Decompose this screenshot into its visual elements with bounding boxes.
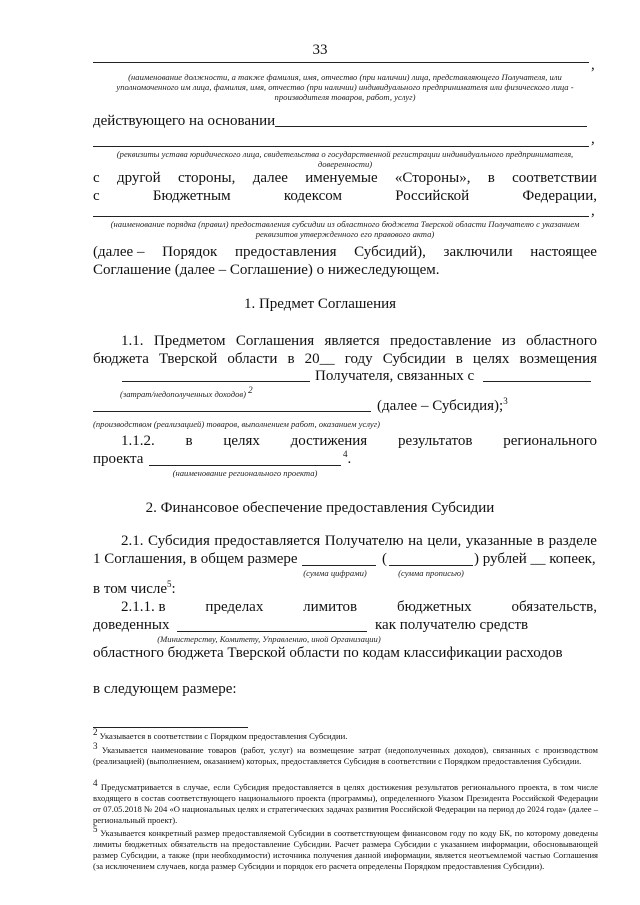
- word: Предметом: [153, 333, 226, 349]
- representative-blank-line: [93, 62, 589, 63]
- brought-label: доведенных: [93, 617, 170, 633]
- word: в: [287, 351, 295, 367]
- footnote-5: [93, 824, 598, 872]
- caption-procedure: (наименование порядка (правил) предоставления субсидии из областного бюджета Тверской области Получателю с указанием реквизитов утвержденного его правового акта): [110, 219, 580, 239]
- including-text: в том числе: [93, 581, 168, 597]
- word: из: [501, 333, 516, 349]
- further-procedure-line: [93, 243, 597, 261]
- word: области: [227, 351, 278, 367]
- word: областного: [526, 333, 597, 349]
- word: бюджетных: [396, 599, 472, 615]
- word: (далее –: [93, 244, 145, 260]
- footnote-5-number: 5: [93, 824, 98, 835]
- word: Бюджетным: [152, 188, 231, 204]
- word: Федерации,: [522, 188, 597, 204]
- caption-requisites: (реквизиты устава юридического лица, свидетельства о государственной регистрации индивидуального предпринимателя, доверенности): [116, 149, 574, 169]
- ministry-blank-line: [177, 631, 367, 632]
- word: 1.1.: [121, 333, 144, 349]
- acting-basis-label: действующего на основании: [93, 113, 276, 129]
- footnote-separator: [93, 727, 248, 728]
- word: настоящее: [530, 244, 597, 260]
- footnote-ref-2: 2: [248, 385, 253, 396]
- footnote-2-number: 2: [93, 727, 98, 738]
- footnote-ref-3: 3: [503, 396, 508, 406]
- project-label: проекта: [93, 451, 144, 467]
- word: результатов: [397, 433, 473, 449]
- footnote-3-text: Указывается наименование товаров (работ, услуг) на возмещение затрат (недополученных доходов), связанных с производством (реализацией) (выполнением, оказанием) которых, предоставляется Субсидия в соответствии с Порядком предоставления Субсидии.: [93, 745, 598, 766]
- recipient-text: Получателя, связанных с: [315, 368, 475, 384]
- word: предоставляется: [214, 533, 321, 549]
- following-amount: в следующем размере:: [93, 681, 237, 697]
- word: Соглашения: [235, 333, 315, 349]
- related-blank-line: [483, 381, 591, 382]
- recipient-means: как получателю средств: [375, 617, 529, 633]
- costs-blank-line: [122, 381, 310, 382]
- footnote-2: [93, 727, 598, 742]
- other-side-line: [93, 169, 597, 187]
- codes-line: областного бюджета Тверской области по кодам классификации расходов: [93, 645, 563, 661]
- word: целях: [472, 351, 510, 367]
- word: целях: [223, 433, 260, 449]
- clause-1-1-line2: [93, 350, 597, 368]
- word: 20__: [304, 351, 335, 367]
- word: обязательств,: [511, 599, 597, 615]
- section2-title: 2. Финансовое обеспечение предоставления Субсидии: [145, 500, 495, 516]
- word: в: [455, 351, 463, 367]
- footnote-2-text: Указывается в соответствии с Порядком предоставления Субсидии.: [99, 731, 348, 741]
- word: в: [487, 170, 495, 186]
- amount-digits-blank-line: [302, 565, 376, 566]
- word: заключили: [443, 244, 513, 260]
- word: в: [537, 533, 545, 549]
- budget-code-line: [93, 187, 597, 205]
- clause-1-1-2-line: [121, 432, 597, 450]
- word: регионального: [503, 433, 597, 449]
- word: разделе: [548, 533, 597, 549]
- word: указанные: [465, 533, 533, 549]
- word: 2.1.1. в: [121, 599, 166, 615]
- word: 1.1.2.: [121, 433, 155, 449]
- word: является: [324, 333, 380, 349]
- word: Российской: [395, 188, 470, 204]
- caption-costs: (затрат/недополученных доходов): [120, 389, 246, 399]
- word: именуемые: [305, 170, 378, 186]
- word: пределах: [205, 599, 264, 615]
- caption-goods: (производством (реализацией) товаров, выполнением работ, оказанием услуг): [93, 419, 380, 429]
- amount-prefix: 1 Соглашения, в общем размере: [93, 551, 298, 567]
- word: цели,: [427, 533, 462, 549]
- footnote-4-text: Предусматривается в случае, если Субсидия предоставляется в целях достижения результатов регионального проекта, в том числе входящего в состав соответствующего национального проекта (программы), определенного Указом Президента Российской Федерации от 07.05.2018 № 204 «О национальных целях и стратегических задачах развития Российской Федерации на период до 2024 года» (далее – региональный проект).: [93, 782, 598, 825]
- word: в: [185, 433, 193, 449]
- word: «Стороны»,: [394, 170, 471, 186]
- agreement-line: Соглашение (далее – Соглашение) о нижеследующем.: [93, 262, 440, 278]
- word: Тверской: [158, 351, 218, 367]
- word: соответствии: [512, 170, 597, 186]
- footnote-5-text: Указывается конкретный размер предоставляемой Субсидии в соответствующем финансовом году по коду БК, по которому доведены лимиты бюджетных обязательств на предоставление Субсидии. Расчет размера Субсидии с указанием информации, обосновывающей размер Субсидии, а также (при необходимости) источника получения данной информации, является неотъемлемой частью Соглашения (за исключением случаев, когда размер Субсидии и порядок его расчета определены Порядком предоставления Субсидии).: [93, 828, 598, 871]
- document-page: 33 , (наименование должности, а также фамилия, имя, отчество (при наличии) лица, представляющего Получателя, или уполномоченного им лица, фамилия, имя, отчество (при наличии) индивидуального предпринимателя или физического лица - производителя товаров, работ, услуг) действующего на основании , (реквизиты устава юридического лица, свидетельства о государственной регистрации индивидуального предпринимателя, доверенности) с другой стороны, далее именуемые «Стороны», в соответствии с Бюджетным кодексом Российской Федерации, , (наименование порядка (правил) предоставления субсидии из областного бюджета Тверской области Получателю с указанием реквизитов утвержденного его правового акта) (далее – Порядок предоставления Субсидий), заключили настоящее Соглашение (далее – Соглашение) о нижеследующем. 1. Предмет Соглашения 1.1. Предметом Соглашения является предоставление из областного бюджета Тверской области в 20__ году Субсидии в целях возмещения Получателя, связанных с (затрат/недополученных доходов) $^2$ (далее – Субсидия);$^3$ (производством (реализацией) товаров, выполнением работ, оказанием услуг) 1.1.2. в целях достижения результатов регионального проекта $^4$. (наименование регионального проекта) 2. Финансовое обеспечение предоставления Субсидии 2.1. Субсидия предоставляется Получателю на цели, указанные в разделе 1 Соглашения, в общем размере ( ) рублей __ копеек, (сумма цифрами) (сумма прописью) в том числе$^5$: 2.1.1. в пределах лимитов бюджетных обязательств, доведенных как получателю средств (Министерству, Комитету, Управлению, иной Организации) областного бюджета Тверской области по кодам классификации расходов в следующем размере: $^2$ Указывается в соответствии с Порядком предоставления Субсидии. $^3$ Указывается наименование товаров (работ, услуг) на возмещение затрат (недополученных доходов), связанных с производством (реализацией) (выполнением, оказанием) которых, предоставляется Субсидия в соответствии с Порядком предоставления Субсидии. $^4$ Предусматривается в случае, если Субсидия предоставляется в целях достижения результатов регионального проекта, в том числе входящего в состав соответствующего национального проекта (программы), определенного Указом Президента Российской Федерации от 07.05.2018 № 204 «О национальных целях и стратегических задачах развития Российской Федерации на период до 2024 года» (далее – региональный проект). $^5$ Указывается конкретный размер предоставляемой Субсидии в соответствующем финансовом году по коду БК, по которому доведены лимиты бюджетных обязательств на предоставление Субсидии. Расчет размера Субсидии с указанием информации, обосновывающей размер Субсидии, а также (при необходимости) источника получения данной информации, является неотъемлемой частью Соглашения (за исключением случаев, когда размер Субсидии и порядок его расчета определены Порядком предоставления Субсидии).: [0, 0, 640, 905]
- word: на: [408, 533, 423, 549]
- word: 2.1.: [121, 533, 144, 549]
- amount-words-blank-line: [389, 565, 473, 566]
- word: Получателю: [324, 533, 404, 549]
- word: году: [344, 351, 373, 367]
- procedure-blank-line: [93, 216, 589, 217]
- project-blank-line: [149, 465, 341, 466]
- footnote-4: [93, 778, 598, 826]
- goods-blank-line: [93, 411, 371, 412]
- caption-digits: (сумма цифрами): [303, 568, 367, 578]
- word: предоставление: [390, 333, 492, 349]
- word: лимитов: [303, 599, 358, 615]
- footnote-4-number: 4: [93, 778, 98, 789]
- acting-basis-blank-line: [275, 126, 587, 127]
- page-number: 33: [312, 42, 328, 58]
- word: кодексом: [283, 188, 342, 204]
- word: Субсидия: [148, 533, 210, 549]
- word: возмещения: [519, 351, 597, 367]
- footnote-3: [93, 741, 598, 767]
- word: достижения: [290, 433, 368, 449]
- word: Порядок: [162, 244, 218, 260]
- footnote-3-number: 3: [93, 741, 98, 752]
- word: другой: [116, 170, 161, 186]
- requisites-blank-line: [93, 146, 589, 147]
- caption-representative: (наименование должности, а также фамилия, имя, отчество (при наличии) лица, представляющего Получателя, или уполномоченного им лица, фамилия, имя, отчество (при наличии) индивидуального предпринимателя или физического лица - производителя товаров, работ, услуг): [116, 72, 574, 102]
- clause-2-1-line1: [121, 532, 597, 550]
- section1-title: 1. Предмет Соглашения: [243, 296, 397, 312]
- caption-words: (сумма прописью): [398, 568, 464, 578]
- word: далее: [252, 170, 288, 186]
- word: бюджета: [93, 351, 149, 367]
- footnote-ref-4: 4: [343, 449, 348, 459]
- footnote-ref-5: 5: [167, 579, 172, 589]
- clause-1-1-line1: [121, 332, 597, 350]
- word: с: [93, 188, 100, 204]
- word: предоставления: [234, 244, 337, 260]
- amount-suffix: ) рублей __ копеек,: [474, 551, 596, 567]
- caption-project: (наименование регионального проекта): [172, 468, 318, 478]
- word: Субсидии: [382, 351, 446, 367]
- word: стороны,: [178, 170, 236, 186]
- caption-ministry: (Министерству, Комитету, Управлению, иной Организации): [157, 634, 381, 644]
- clause-2-1-1-line: [121, 598, 597, 616]
- word: Субсидий),: [354, 244, 426, 260]
- word: с: [93, 170, 100, 186]
- subsidy-text: (далее – Субсидия);: [377, 398, 504, 414]
